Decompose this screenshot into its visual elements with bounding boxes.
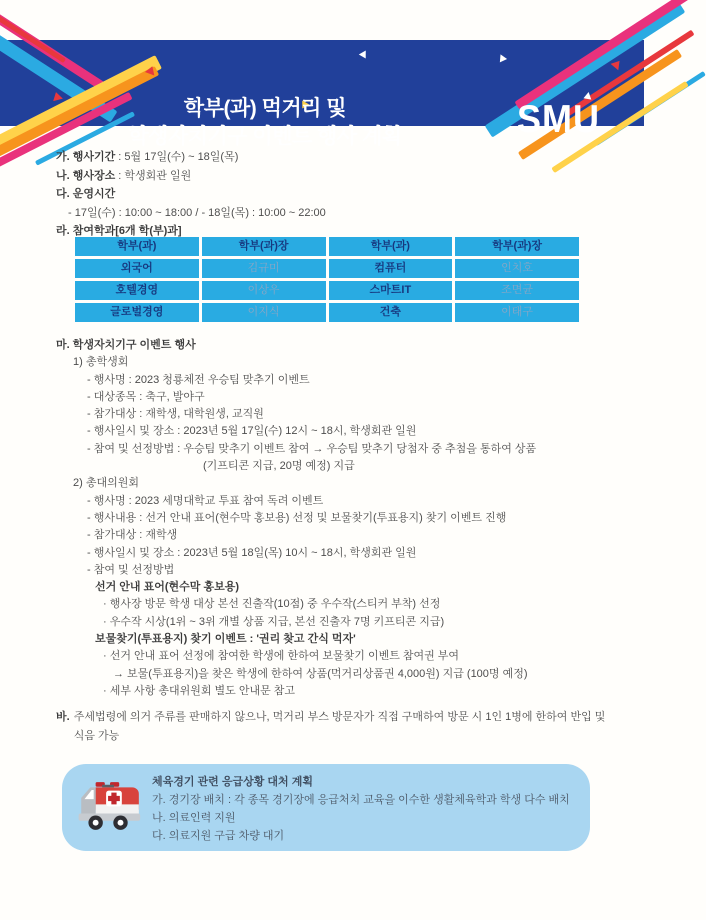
treasure-detail-line: · 세부 사항 총대위원회 별도 안내문 참고 bbox=[103, 684, 296, 697]
operating-hours-row bbox=[56, 185, 596, 204]
table-row bbox=[75, 259, 579, 278]
participating-depts-label: 라. 참여학과[6개 학(부)과] bbox=[56, 225, 182, 237]
emergency-plan-text bbox=[152, 773, 582, 845]
event-detail-line: - 참여 및 선정방법 bbox=[87, 563, 175, 576]
emergency-plan-title: 체육경기 관련 응급상황 대처 계획 bbox=[152, 776, 313, 788]
treasure-detail-line: · 선거 안내 표어 선정에 참여한 학생에 한하여 보물찾기 이벤트 참여권 부여 bbox=[103, 650, 460, 663]
dept-cell: 스마트IT bbox=[329, 281, 453, 300]
table-row bbox=[75, 281, 579, 300]
event-detail-line: - 행사내용 : 선거 안내 표어(현수막 홍보용) 선정 및 보물찾기(투표용지) 찾기 이벤트 진행 bbox=[87, 511, 507, 524]
event-place-row bbox=[56, 167, 596, 186]
operating-hours-detail: - 17일(수) : 10:00 ~ 18:00 / - 18일(목) : 10:00 ~ 22:00 bbox=[68, 206, 326, 219]
slogan-subsection-title: 선거 안내 표어(현수막 홍보용) bbox=[95, 581, 240, 594]
event-detail-line: - 대상종목 : 축구, 발야구 bbox=[87, 390, 205, 403]
table-header-cell: 학부(과) bbox=[329, 237, 453, 256]
operating-hours-label: 다. 운영시간 bbox=[56, 188, 116, 200]
ambulance-icon bbox=[76, 776, 148, 838]
student-events-section bbox=[56, 337, 616, 700]
page-title bbox=[60, 95, 470, 151]
event-detail-line: - 행사일시 및 장소 : 2023년 5월 18일(목) 10시 ~ 18시, 학생회관 일원 bbox=[87, 546, 417, 559]
event2-lines bbox=[56, 493, 616, 579]
dept-cell: 외국어 bbox=[75, 259, 199, 278]
head-name-cell: 김규미 bbox=[202, 259, 326, 278]
event2-title: 2) 총대의원회 bbox=[73, 477, 139, 490]
event1-title: 1) 총학생회 bbox=[73, 356, 129, 369]
table-row bbox=[75, 303, 579, 322]
event-period-row bbox=[56, 148, 596, 167]
treasure-lines bbox=[56, 648, 616, 700]
slogan-detail-line: · 행사장 방문 학생 대상 본선 진출작(10점) 중 우수작(스티커 부착) 선정 bbox=[103, 598, 441, 611]
slogan-detail-line: · 우수작 시상(1위 ~ 3위 개별 상품 지급, 본선 진출자 7명 키프티콘 지급) bbox=[103, 615, 445, 628]
dept-table bbox=[75, 237, 579, 325]
head-name-cell: 이지식 bbox=[202, 303, 326, 322]
event-period-label: 가. 행사기간 bbox=[56, 151, 116, 163]
event-place-label: 나. 행사장소 bbox=[56, 169, 116, 182]
dept-table-body bbox=[75, 259, 579, 322]
emergency-plan-box bbox=[62, 764, 590, 851]
dept-cell: 건축 bbox=[329, 303, 453, 322]
event-detail-line: - 행사일시 및 장소 : 2023년 5월 17일(수) 12시 ~ 18시, 학생회관 일원 bbox=[87, 425, 417, 438]
event-detail-line: - 참여 및 선정방법 : 우승팀 맞추기 이벤트 참여 → 우승팀 맞추기 당첨자 중 추첨을 통하여 상품 bbox=[87, 442, 537, 455]
header-banner bbox=[0, 40, 644, 148]
confetti-triangle-icon bbox=[359, 48, 369, 58]
dept-cell: 글로벌경영 bbox=[75, 303, 199, 322]
event-period-value: : 5월 17일(수) ~ 18일(목) bbox=[115, 151, 239, 163]
slogan-lines bbox=[56, 596, 616, 631]
alcohol-policy-label: 바. bbox=[56, 711, 70, 723]
event1-continuation: (기프티콘 지급, 20명 예정) 지급 bbox=[203, 460, 355, 473]
event1-lines bbox=[56, 372, 616, 458]
confetti-triangle-icon bbox=[611, 58, 624, 71]
event-detail-line: - 행사명 : 2023 청룡체전 우승팀 맞추기 이벤트 bbox=[87, 373, 310, 386]
head-name-cell: 인치호 bbox=[455, 259, 579, 278]
emergency-plan-line: 다. 의료지원 구급 차량 대기 bbox=[152, 830, 285, 842]
head-name-cell: 이상우 bbox=[202, 281, 326, 300]
smu-logo: SMU bbox=[517, 96, 600, 141]
alcohol-policy-text: 주세법령에 의거 주류를 판매하지 않으나, 먹거리 부스 방문자가 직접 구매하여 방문 시 1인 1병에 한하여 반입 및 식음 가능 bbox=[73, 711, 606, 742]
event-detail-line: - 참가대상 : 재학생, 대학원생, 교직원 bbox=[87, 408, 264, 421]
emergency-plan-lines bbox=[152, 791, 582, 845]
event-place-value: : 학생회관 일원 bbox=[115, 169, 192, 182]
head-name-cell: 조면균 bbox=[455, 281, 579, 300]
dept-cell: 호텔경영 bbox=[75, 281, 199, 300]
head-name-cell: 이태구 bbox=[455, 303, 579, 322]
event-detail-line: - 행사명 : 2023 세명대학교 투표 참여 독려 이벤트 bbox=[87, 494, 324, 507]
treasure-detail-line: → 보물(투표용지)을 찾은 학생에 한하여 상품(먹거리상품권 4,000원) 지급 (100명 예정) bbox=[113, 667, 528, 680]
page-title-line1: 학부(과) 먹거리 및 bbox=[183, 97, 347, 120]
alcohol-policy-section bbox=[56, 708, 608, 745]
table-header-row bbox=[75, 237, 579, 256]
table-header-cell: 학부(과) bbox=[75, 237, 199, 256]
emergency-plan-line: 가. 경기장 배치 : 각 종목 경기장에 응급처치 교육을 이수한 생활체육학과 학생 다수 배치 bbox=[152, 794, 570, 806]
treasure-subsection-title: 보물찾기(투표용지) 찾기 이벤트 : '권리 찾고 간식 먹자' bbox=[95, 633, 356, 646]
table-header-cell: 학부(과)장 bbox=[202, 237, 326, 256]
confetti-triangle-icon bbox=[497, 53, 507, 63]
dept-cell: 컴퓨터 bbox=[329, 259, 453, 278]
basic-info-section bbox=[56, 148, 596, 241]
page-title-line2: 학생자치기구 이벤트 행사 계획 bbox=[128, 125, 402, 148]
student-events-label: 마. 학생자치기구 이벤트 행사 bbox=[56, 339, 196, 351]
table-header-cell: 학부(과)장 bbox=[455, 237, 579, 256]
event-detail-line: - 참가대상 : 재학생 bbox=[87, 529, 178, 542]
emergency-plan-line: 나. 의료인력 지원 bbox=[152, 812, 236, 824]
